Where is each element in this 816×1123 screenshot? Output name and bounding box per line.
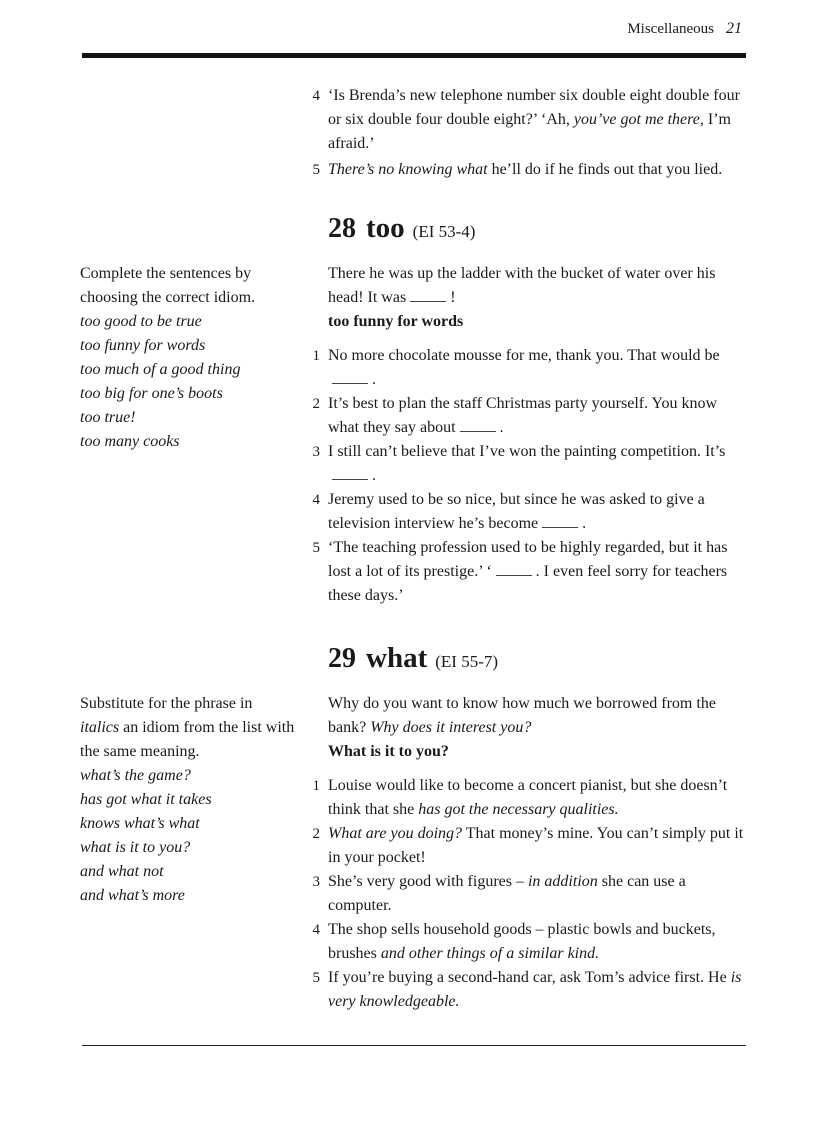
item-number: 5 — [312, 540, 320, 556]
example-italic: Why does it interest you? — [370, 719, 532, 736]
example — [328, 262, 748, 310]
item-phrase: What are you doing? — [328, 825, 463, 842]
section-number: 29 — [328, 643, 356, 674]
instructions-text: an idiom from the list with the same meaning. — [80, 719, 295, 760]
blank — [460, 421, 496, 432]
section-word: too — [366, 212, 405, 244]
list-item — [312, 966, 748, 1014]
example-text: ! — [450, 289, 456, 306]
item-text: ‘The teaching profession used to be highly regarded, but it has lost a lot of its prestige.’ ‘ — [328, 539, 728, 580]
section-ref: (EI 53-4) — [412, 222, 476, 241]
list-item — [312, 158, 748, 182]
example — [328, 692, 748, 740]
list-item — [312, 84, 748, 156]
idiom-option: knows what’s what — [80, 815, 200, 832]
item-text: If you’re buying a second-hand car, ask Tom’s advice first. He — [328, 969, 731, 986]
idiom-option: too much of a good thing — [80, 361, 241, 378]
instructions-italic: italics — [80, 719, 120, 736]
blank — [332, 373, 368, 384]
idiom-option: what is it to you? — [80, 839, 191, 856]
idiom-option: and what not — [80, 863, 164, 880]
item-idiom: There’s no knowing what — [328, 161, 488, 178]
item-text: It’s best to plan the staff Christmas party yourself. You know what they say about — [328, 395, 718, 436]
item-text: . — [499, 419, 504, 436]
item-text: No more chocolate mousse for me, thank you. That would be — [328, 347, 720, 364]
list-item — [312, 822, 748, 870]
bottom-rule — [82, 1045, 746, 1046]
blank — [496, 565, 532, 576]
list-item — [312, 392, 748, 440]
item-text: That money’s mine. You can’t simply put it in your pocket! — [328, 825, 744, 866]
carry-over-items — [312, 84, 748, 182]
idiom-option: too big for one’s boots — [80, 385, 223, 402]
idiom-option: too many cooks — [80, 433, 180, 450]
idiom-option: what’s the game? — [80, 767, 191, 784]
section-title-28 — [328, 212, 748, 248]
idiom-option: has got what it takes — [80, 791, 212, 808]
idiom-option: too true! — [80, 409, 136, 426]
item-text: he’ll do if he finds out that you lied. — [487, 161, 723, 178]
item-phrase: and other things of a similar kind. — [380, 945, 600, 962]
instructions-text: Substitute for the phrase in — [80, 695, 253, 712]
exercise-28 — [312, 262, 748, 608]
list-item — [312, 870, 748, 918]
running-header — [627, 20, 742, 38]
item-number: 4 — [312, 922, 320, 938]
item-phrase: is very knowledgeable. — [328, 969, 742, 1010]
idiom-option: and what’s more — [80, 887, 185, 904]
item-text: I’m afraid.’ — [328, 111, 731, 152]
sidebar-29 — [80, 692, 295, 908]
list-item — [312, 344, 748, 392]
instructions — [80, 692, 295, 764]
item-text: she can use a computer. — [328, 873, 686, 914]
item-number: 4 — [312, 88, 320, 104]
blank — [542, 517, 578, 528]
item-number: 5 — [312, 970, 320, 986]
example-answer: What is it to you? — [328, 743, 449, 760]
item-text: . — [582, 515, 587, 532]
item-text: . — [372, 371, 376, 388]
item-number: 4 — [312, 492, 320, 508]
exercise-29 — [312, 692, 748, 1014]
item-number: 1 — [312, 348, 320, 364]
list-item — [312, 440, 748, 488]
item-text: The shop sells household goods – plastic bowls and buckets, brushes — [328, 921, 716, 962]
item-text: I still can’t believe that I’ve won the painting competition. It’s — [328, 443, 726, 460]
item-text: Louise would like to become a concert pianist, but she doesn’t think that she — [328, 777, 728, 818]
section-number: 28 — [328, 213, 356, 244]
item-idiom: you’ve got me there, — [573, 111, 704, 128]
section-title-29 — [328, 642, 748, 678]
item-text: ‘Is Brenda’s new telephone number six double eight double four or six double four double eight?’ ‘Ah, — [328, 87, 740, 128]
example-text: There he was up the ladder with the bucket of water over his head! It was — [328, 265, 716, 306]
section-ref: (EI 55-7) — [435, 652, 499, 671]
item-number: 5 — [312, 162, 320, 178]
item-text: . I even feel sorry for teachers these days.’ — [328, 563, 728, 604]
idiom-option: too good to be true — [80, 313, 202, 330]
item-number: 3 — [312, 874, 320, 890]
list-item — [312, 918, 748, 966]
header-section: Miscellaneous — [627, 21, 714, 37]
list-item — [312, 536, 748, 608]
item-text: She’s very good with figures – — [328, 873, 528, 890]
item-number: 2 — [312, 826, 320, 842]
item-number: 3 — [312, 444, 320, 460]
list-item — [312, 488, 748, 536]
blank — [410, 291, 446, 302]
section-word: what — [366, 642, 428, 674]
page-number: 21 — [726, 20, 742, 37]
top-rule — [82, 53, 746, 58]
item-number: 2 — [312, 396, 320, 412]
item-text: Jeremy used to be so nice, but since he was asked to give a television interview he’s become — [328, 491, 705, 532]
blank — [332, 469, 368, 480]
item-text: . — [372, 467, 376, 484]
item-number: 1 — [312, 778, 320, 794]
idiom-option: too funny for words — [80, 337, 206, 354]
item-phrase: has got the necessary qualities. — [418, 801, 619, 818]
sidebar-28 — [80, 262, 295, 454]
example-text: Why do you want to know how much we borrowed from the bank? — [328, 695, 716, 736]
instructions: Complete the sentences by choosing the correct idiom. — [80, 265, 256, 306]
example-answer: too funny for words — [328, 313, 464, 330]
item-phrase: in addition — [527, 873, 598, 890]
list-item — [312, 774, 748, 822]
